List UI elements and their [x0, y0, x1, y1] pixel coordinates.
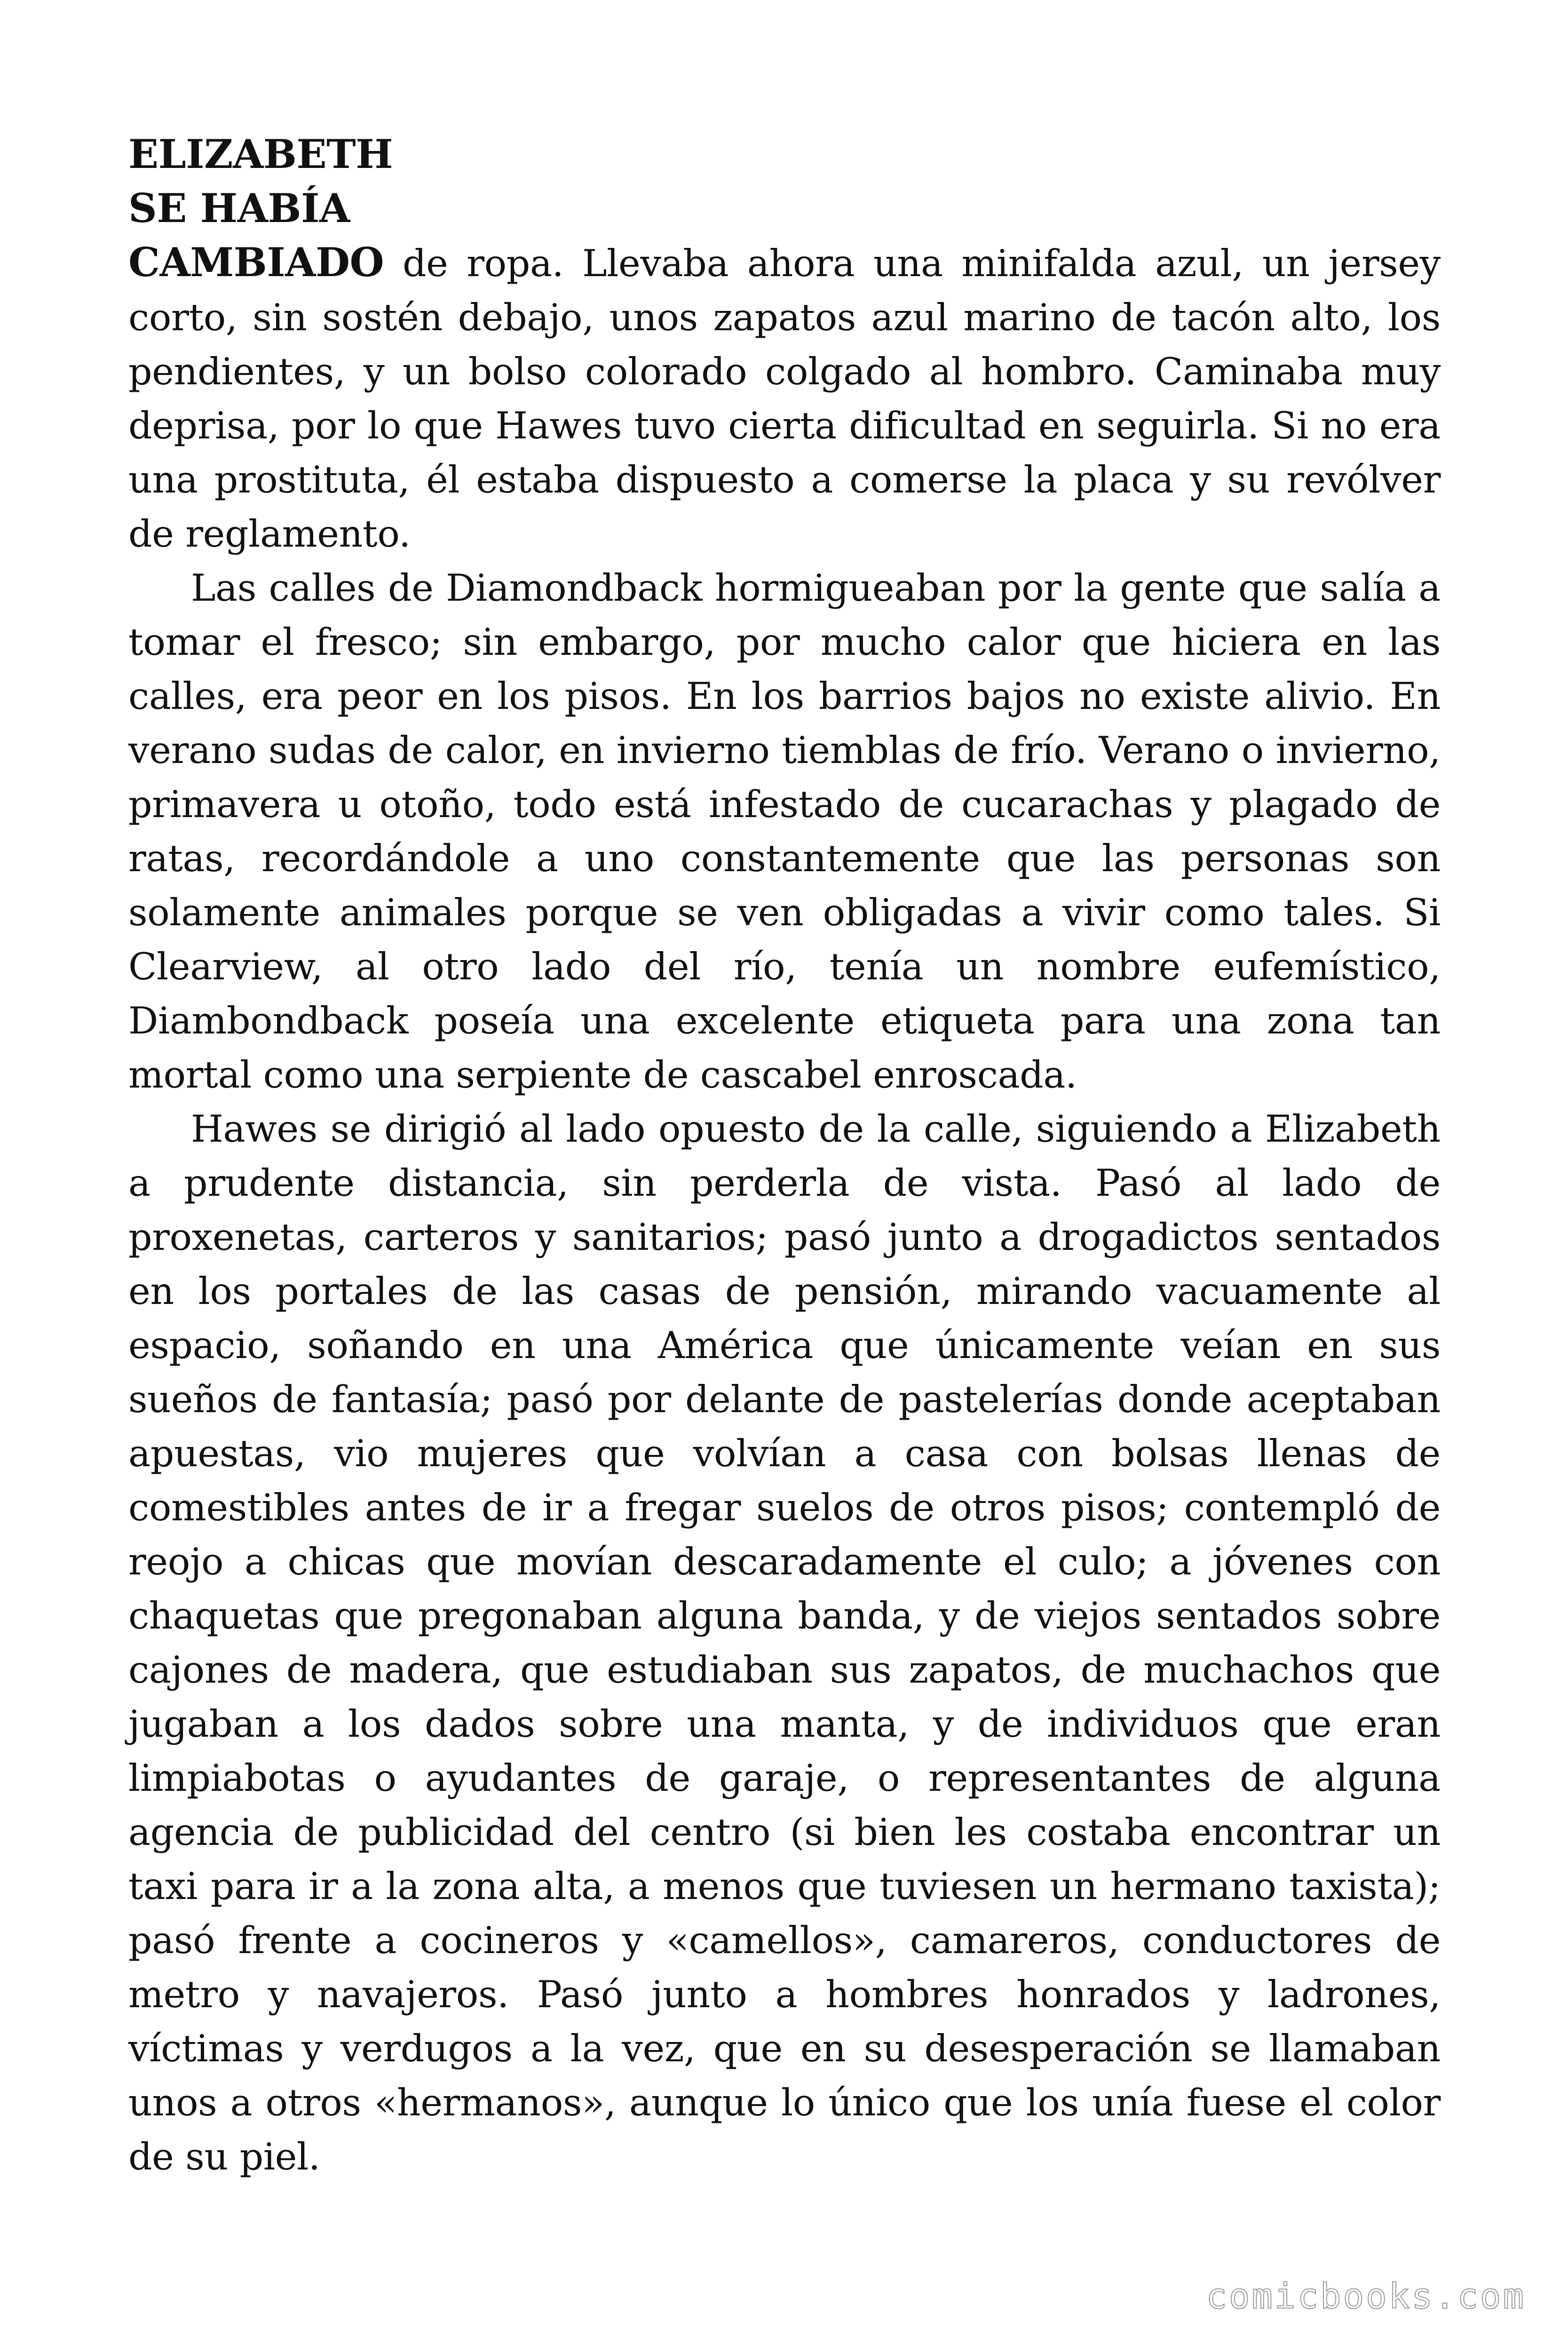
- body-paragraph-2: Hawes se dirigió al lado opuesto de la calle, siguiendo a Elizabeth a prudente distancia, sin perderla de vista. Pasó al lado de proxenetas, carteros y sanitarios; pasó junto a drogadictos sentados en los portales de las casas de pensión, mirando vacuamente al espacio, soñando en una América que únicamente veían en sus sueños de fantasía; pasó por delante de pastelerías donde aceptaban apuestas, vio mujeres que volvían a casa con bolsas llenas de comestibles antes de ir a fregar suelos de otros pisos; contempló de reojo a chicas que movían descaradamente el culo; a jóvenes con chaquetas que pregonaban alguna banda, y de viejos sentados sobre cajones de madera, que estudiaban sus zapatos, de muchachos que jugaban a los dados sobre una manta, y de individuos que eran limpiabotas o ayudantes de garaje, o representantes de alguna agencia de publicidad del centro (si bien les costaba encontrar un taxi para ir a la zona alta, a menos que tuviesen un hermano taxista); pasó frente a cocineros y «camellos», camareros, conductores de metro y navajeros. Pasó junto a hombres honrados y ladrones, víctimas y verdugos a la vez, que en su desesperación se llamaban unos a otros «hermanos», aunque lo único que los unía fuese el color de su piel.: [128, 1107, 1441, 2178]
- watermark-logo: comicbooks.com: [1206, 2276, 1526, 2317]
- body-paragraph-1: Las calles de Diamondback hormigueaban por la gente que salía a tomar el fresco; sin embargo, por mucho calor que hiciera en las calles, era peor en los pisos. En los barrios bajos no existe alivio. En verano sudas de calor, en invierno tiemblas de frío. Verano o invierno, primavera u otoño, todo está infestado de cucarachas y plagado de ratas, recordándole a uno constantemente que las personas son solamente animales porque se ven obligadas a vivir como tales. Si Clearview, al otro lado del río, tenía un nombre eufemístico, Diambondback poseía una excelente etiqueta para una zona tan mortal como una serpiente de cascabel enroscada.: [128, 566, 1441, 1097]
- chapter-opening-paragraph: [128, 127, 1441, 561]
- lead-caps-line-2: SE HABÍA: [128, 185, 350, 231]
- opening-text: de ropa. Llevaba ahora una minifalda azul, un jersey corto, sin sostén debajo, unos zapatos azul marino de tacón alto, los pendientes, y un bolso colorado colgado al hombro. Caminaba muy deprisa, por lo que Hawes tuvo cierta dificultad en seguirla. Si no era una prostituta, él estaba dispuesto a comerse la placa y su revólver de reglamento.: [128, 242, 1441, 556]
- lead-caps-line-1: ELIZABETH: [128, 131, 393, 177]
- lead-caps-line-3: CAMBIADO: [128, 239, 384, 286]
- document-page: [128, 127, 1441, 2184]
